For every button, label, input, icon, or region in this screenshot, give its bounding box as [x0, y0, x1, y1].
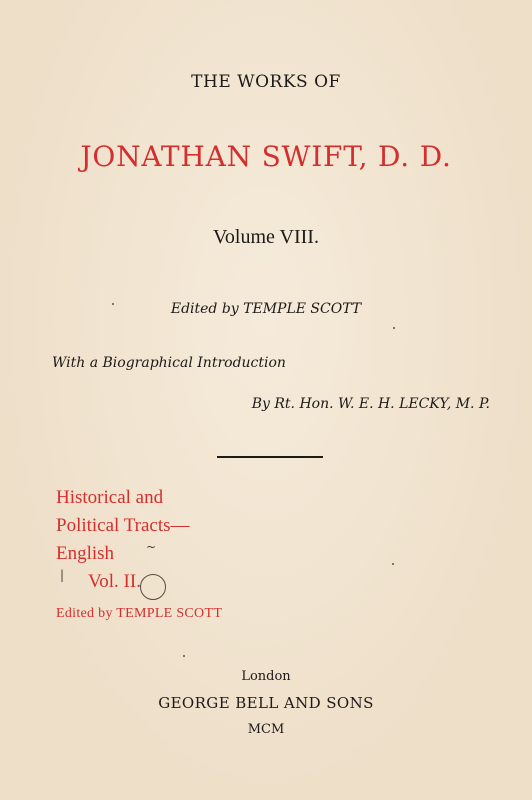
- introduction-credit: With a Biographical Introduction: [52, 355, 286, 371]
- divider-rule: [217, 456, 323, 458]
- paper-speck: [183, 655, 185, 657]
- imprint-year: MCM: [247, 722, 285, 737]
- pencil-mark-stroke: |: [60, 568, 65, 582]
- series-title-line-3: English: [56, 543, 115, 564]
- author-name: JONATHAN SWIFT, D. D.: [80, 140, 452, 173]
- pencil-circle-mark: [140, 574, 166, 600]
- volume-number: Volume VIII.: [213, 226, 319, 248]
- series-editor-credit: Edited by TEMPLE SCOTT: [56, 606, 223, 621]
- imprint-city: London: [241, 669, 291, 684]
- pencil-mark-tick: ~: [146, 540, 157, 554]
- paper-speck: [393, 327, 395, 329]
- series-block: [56, 484, 222, 622]
- editor-credit: Edited by TEMPLE SCOTT: [170, 301, 362, 317]
- introduction-author: By Rt. Hon. W. E. H. LECKY, M. P.: [251, 396, 490, 412]
- series-title-line-1: Historical and: [56, 487, 164, 508]
- paper-speck: [392, 563, 394, 565]
- works-of-heading: THE WORKS OF: [191, 72, 341, 92]
- paper-speck: [112, 303, 114, 305]
- series-volume: Vol. II.: [88, 571, 141, 592]
- series-title-line-2: Political Tracts—: [56, 515, 190, 536]
- imprint-publisher: GEORGE BELL AND SONS: [158, 694, 374, 712]
